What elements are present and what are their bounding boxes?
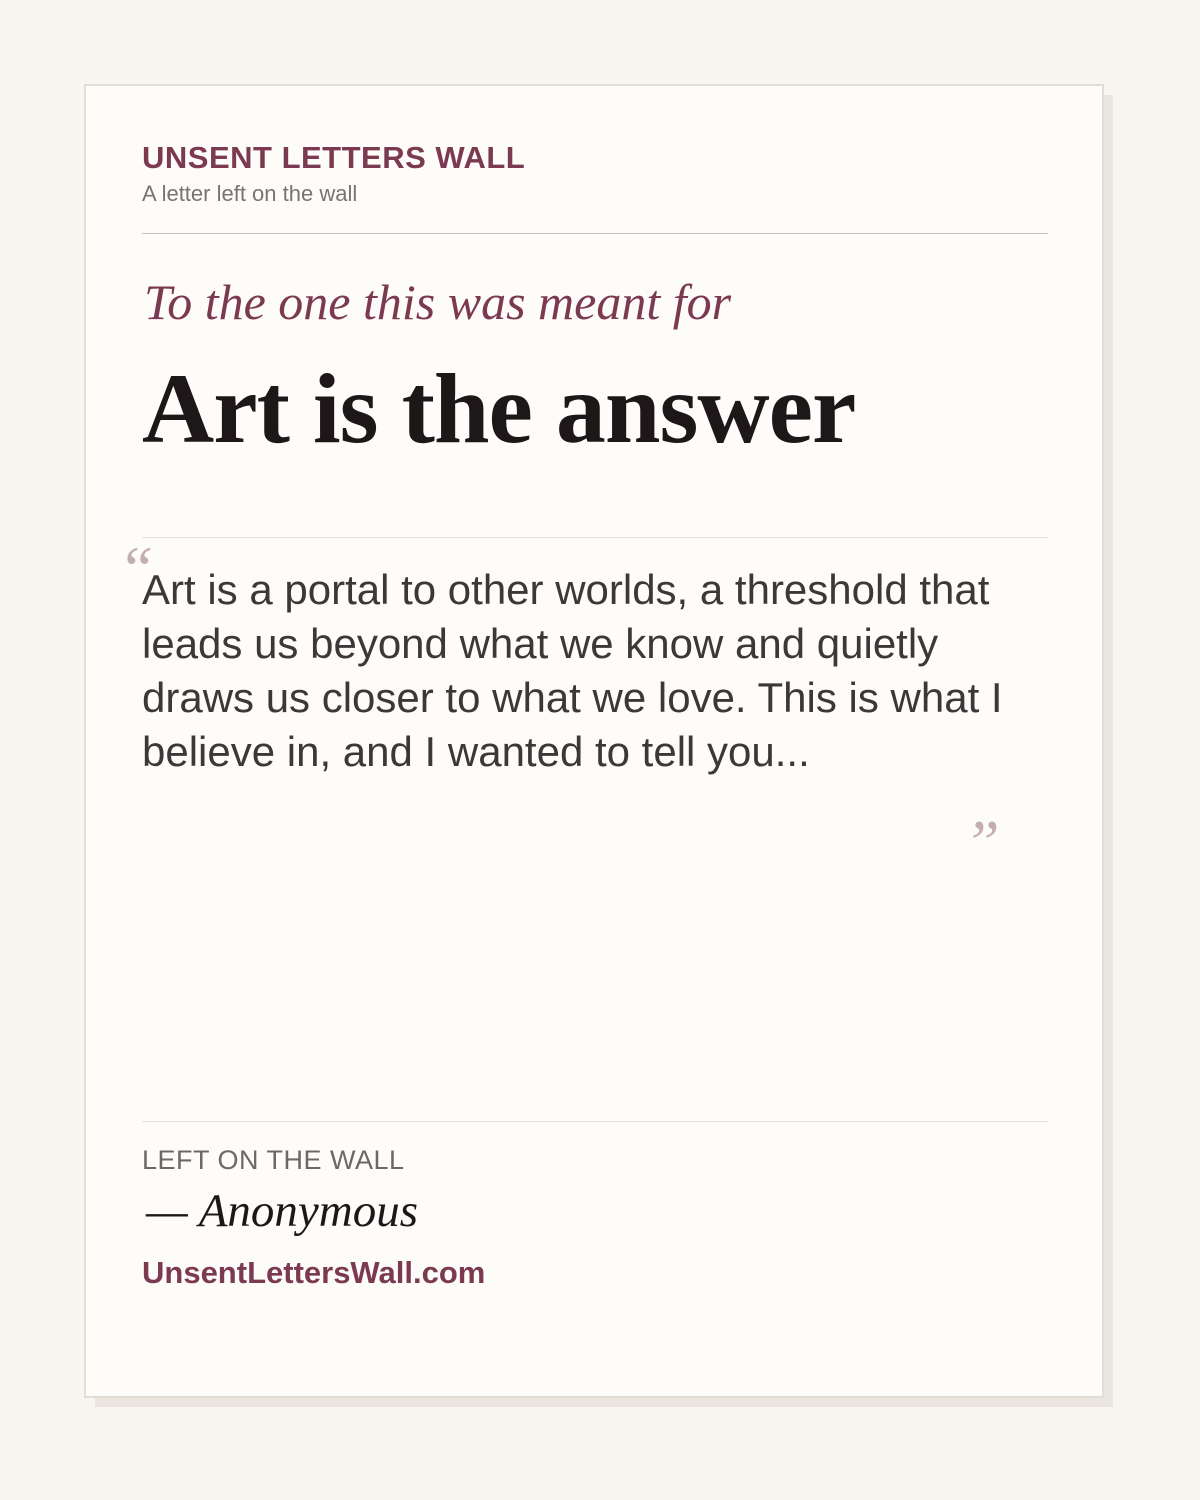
letter-content <box>118 86 1048 1396</box>
site-brand: UNSENT LETTERS WALL <box>142 140 526 175</box>
title-divider <box>142 537 1048 538</box>
close-quote-icon: ” <box>964 807 1000 878</box>
footer-label: LEFT ON THE WALL <box>142 1145 405 1175</box>
letter-signature: — Anonymous <box>146 1185 418 1237</box>
letter-recipient: To the one this was meant for <box>144 274 732 330</box>
header-divider <box>142 233 1048 234</box>
footer-divider <box>142 1121 1048 1122</box>
site-tagline: A letter left on the wall <box>142 181 358 206</box>
letter-card <box>84 84 1104 1398</box>
letter-body: Art is a portal to other worlds, a threshold that leads us beyond what we know and quietly draws us closer to what we love. This is what I believe in, and I wanted to tell you... <box>142 566 1003 775</box>
open-quote-icon: “ <box>118 533 154 604</box>
website-link[interactable]: UnsentLettersWall.com <box>142 1255 486 1290</box>
letter-title: Art is the answer <box>142 353 856 464</box>
